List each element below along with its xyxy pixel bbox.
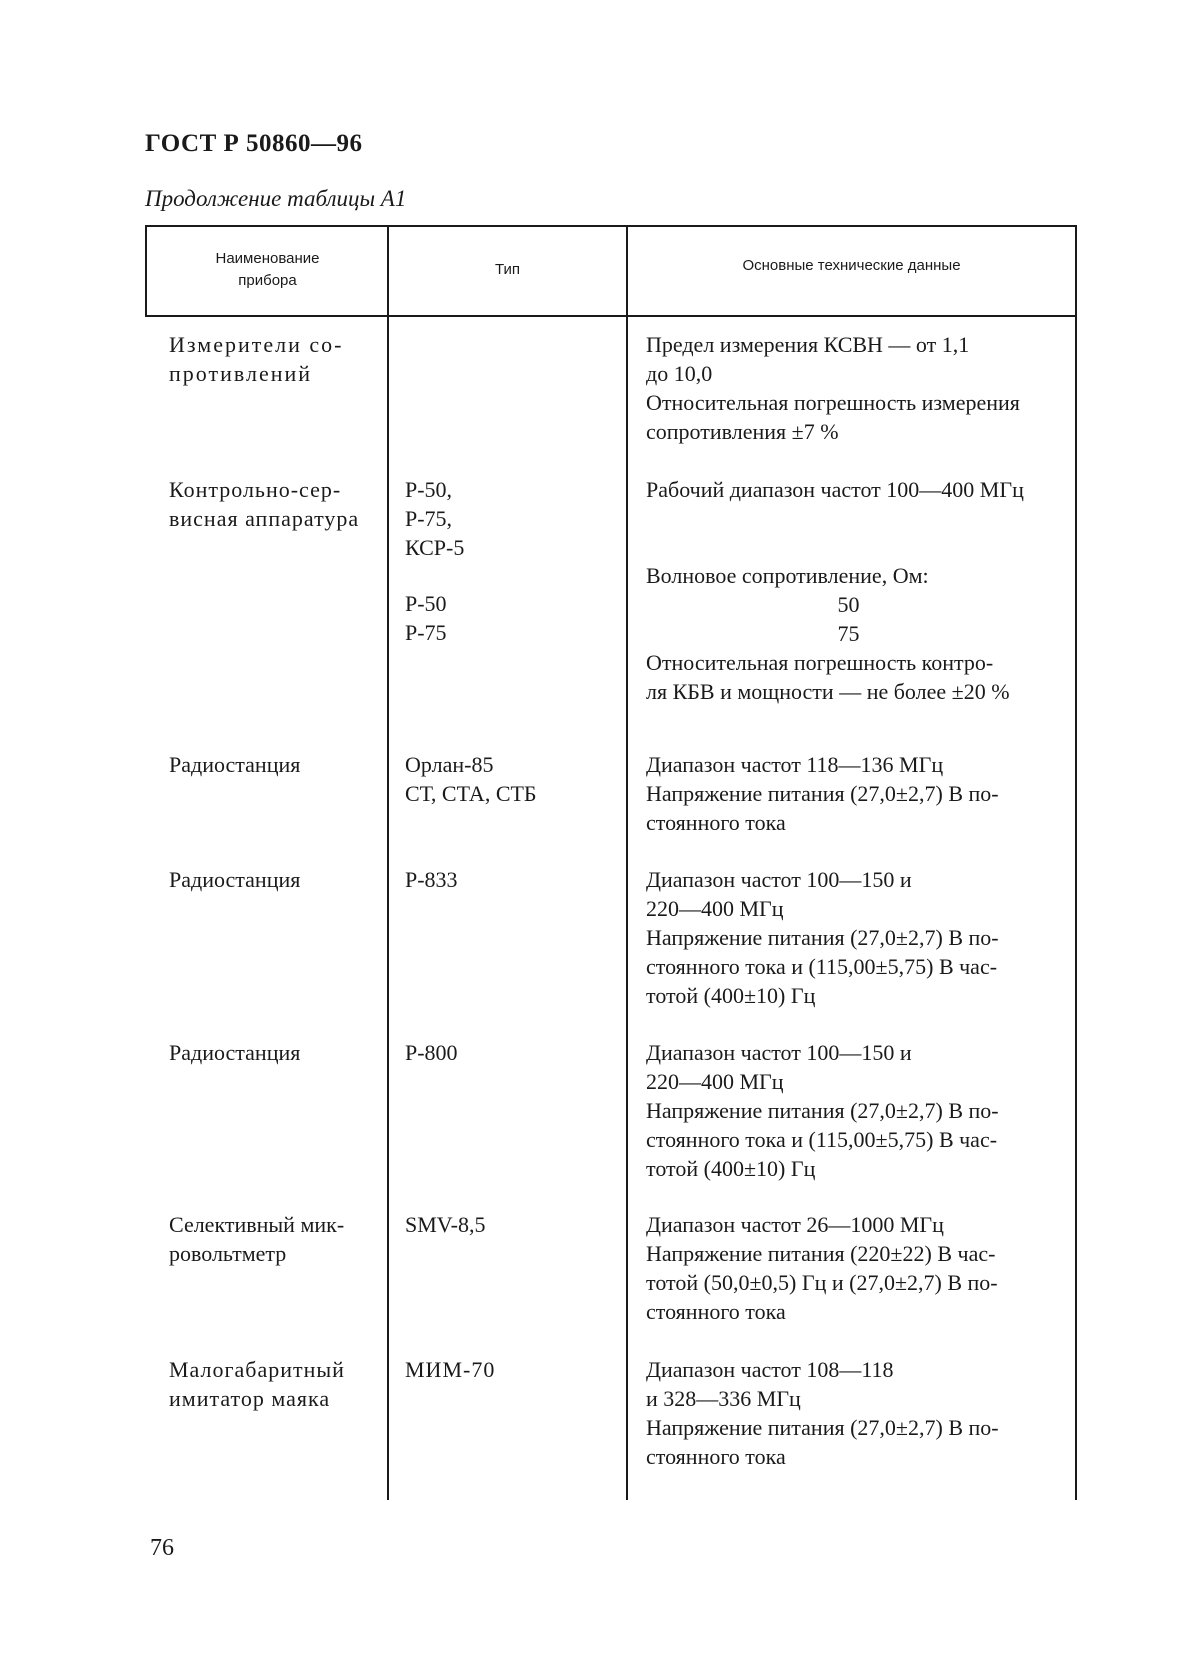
column-header-type: Тип [494, 261, 520, 278]
row-6-spec-line-3: тотой (50,0±0,5) Гц и (27,0±2,7) В по- [646, 1270, 998, 1295]
row-2-spec-line-1: Рабочий диапазон частот 100—400 МГц [646, 477, 1024, 502]
row-7-spec-line-4: стоянного тока [646, 1444, 786, 1469]
table-header-border [145, 315, 1077, 317]
row-4-spec-line-4: стоянного тока и (115,00±5,75) В час- [646, 954, 998, 979]
row-4-spec-line-1: Диапазон частот 100—150 и [646, 867, 912, 892]
row-6-spec-line-4: стоянного тока [646, 1299, 786, 1324]
column-header-name-line-1: Наименование [215, 250, 320, 267]
row-6-name-line-2: ровольтметр [169, 1241, 287, 1266]
row-4-spec-line-5: тотой (400±10) Гц [646, 983, 816, 1008]
row-6-types [405, 1210, 617, 1239]
row-2-specs-b [646, 561, 1071, 706]
row-3-type-2: СТ, СТА, СТБ [405, 781, 537, 806]
column-header-name-line-2: прибора [238, 272, 297, 289]
row-3-name-line-1: Радиостанция [169, 752, 301, 777]
row-1-name-line-1: Измерители со- [169, 332, 344, 357]
row-5-specs [646, 1038, 1071, 1183]
row-2-type-1: Р-50, [405, 477, 453, 502]
row-2-types-a [405, 475, 617, 562]
row-2-type-3: КСР-5 [405, 535, 465, 560]
row-2-type-4: Р-50 [405, 591, 447, 616]
row-4-name-line-1: Радиостанция [169, 867, 301, 892]
row-2-type-5: Р-75 [405, 620, 447, 645]
row-5-spec-line-2: 220—400 МГц [646, 1069, 784, 1094]
row-3-spec-line-3: стоянного тока [646, 810, 786, 835]
row-4-name [169, 865, 381, 894]
column-header-name [155, 248, 380, 292]
row-4-spec-line-3: Напряжение питания (27,0±2,7) В по- [646, 925, 999, 950]
row-5-name-line-1: Радиостанция [169, 1040, 301, 1065]
row-3-specs [646, 750, 1071, 837]
row-7-type-1: МИМ-70 [405, 1357, 496, 1382]
row-5-spec-line-1: Диапазон частот 100—150 и [646, 1040, 912, 1065]
row-5-name [169, 1038, 381, 1067]
row-1-name [169, 330, 381, 388]
row-3-types [405, 750, 617, 808]
row-7-spec-line-3: Напряжение питания (27,0±2,7) В по- [646, 1415, 999, 1440]
row-2-impedance-75: 75 [837, 621, 860, 646]
row-4-type-1: Р-833 [405, 867, 458, 892]
row-1-spec-line-2: до 10,0 [646, 361, 713, 386]
row-2-spec-line-2: Волновое сопротивление, Ом: [646, 563, 929, 588]
row-1-specs [646, 330, 1071, 446]
row-5-types [405, 1038, 617, 1067]
row-7-name [169, 1355, 381, 1413]
row-2-name-line-1: Контрольно-сер- [169, 477, 342, 502]
equipment-table [145, 225, 1077, 1500]
row-4-types [405, 865, 617, 894]
row-6-spec-line-1: Диапазон частот 26—1000 МГц [646, 1212, 944, 1237]
row-1-spec-line-4: сопротивления ±7 % [646, 419, 839, 444]
row-3-spec-line-2: Напряжение питания (27,0±2,7) В по- [646, 781, 999, 806]
row-2-type-2: Р-75, [405, 506, 453, 531]
row-2-spec-line-4: ля КБВ и мощности — не более ±20 % [646, 679, 1010, 704]
row-6-name-line-1: Селективный мик- [169, 1212, 345, 1237]
row-1-name-line-2: противлений [169, 361, 313, 386]
row-1-spec-line-1: Предел измерения КСВН — от 1,1 [646, 332, 970, 357]
row-2-name [169, 475, 381, 533]
row-4-spec-line-2: 220—400 МГц [646, 896, 784, 921]
table-right-border [1075, 225, 1077, 1500]
row-7-name-line-1: Малогабаритный [169, 1357, 345, 1382]
row-2-specs-a [646, 475, 1071, 504]
row-4-specs [646, 865, 1071, 1010]
row-7-spec-line-2: и 328—336 МГц [646, 1386, 801, 1411]
row-7-name-line-2: имитатор маяка [169, 1386, 331, 1411]
table-continuation-caption: Продолжение таблицы А1 [145, 186, 407, 211]
row-5-type-1: Р-800 [405, 1040, 458, 1065]
row-3-type-1: Орлан-85 [405, 752, 494, 777]
table-left-border [145, 225, 147, 317]
row-6-type-1: SMV-8,5 [405, 1212, 486, 1237]
column-header-specs: Основные технические данные [742, 257, 961, 274]
row-5-spec-line-3: Напряжение питания (27,0±2,7) В по- [646, 1098, 999, 1123]
row-5-spec-line-4: стоянного тока и (115,00±5,75) В час- [646, 1127, 998, 1152]
column-divider-1 [387, 225, 389, 1500]
row-2-impedance-50: 50 [837, 592, 860, 617]
row-7-types [405, 1355, 617, 1384]
row-3-name [169, 750, 381, 779]
row-6-spec-line-2: Напряжение питания (220±22) В час- [646, 1241, 996, 1266]
row-1-spec-line-3: Относительная погрешность измерения [646, 390, 1020, 415]
row-6-name [169, 1210, 381, 1268]
row-7-spec-line-1: Диапазон частот 108—118 [646, 1357, 894, 1382]
row-2-spec-line-3: Относительная погрешность контро- [646, 650, 994, 675]
page-number: 76 [150, 1535, 174, 1561]
row-2-types-b [405, 589, 617, 647]
row-7-specs [646, 1355, 1071, 1471]
column-divider-2 [626, 225, 628, 1500]
row-5-spec-line-5: тотой (400±10) Гц [646, 1156, 816, 1181]
table-top-border [145, 225, 1077, 227]
row-2-name-line-2: висная аппаратура [169, 506, 360, 531]
standard-header: ГОСТ Р 50860—96 [145, 130, 363, 157]
row-3-spec-line-1: Диапазон частот 118—136 МГц [646, 752, 944, 777]
row-6-specs [646, 1210, 1071, 1326]
